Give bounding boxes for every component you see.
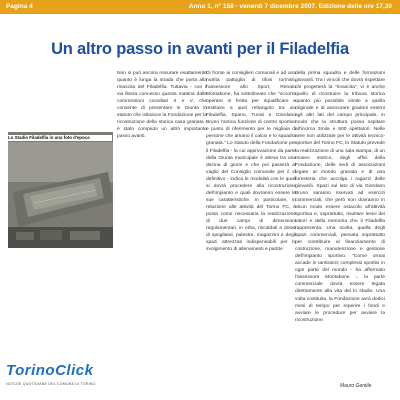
article-column-2 bbox=[206, 70, 296, 253]
column-1-text: Non si può ancora misurare esattamente quanto è lunga la strada che porta alla rinascita del Filadelfia. Tuttavia - con il via libera concesso questa mattina dalle commissioni consiliari II e V, che consente di presentare in Giunta lo statuto che istituisce la Fondazione per la ricostruzione della storica casa granata - è stato compiuto un altro importante passo avanti. bbox=[117, 71, 207, 140]
article-column-1 bbox=[117, 70, 207, 140]
article-title: Un altro passo in avanti per il Filadelfia bbox=[51, 40, 349, 58]
header-bar bbox=[0, 0, 400, 14]
issue-info: Anno 1, n° 158 - venerdì 7 dicembre 2007. Edizione delle ore 17,30 bbox=[188, 3, 392, 10]
column-2-text: Di fronte ai consiglieri comunali e ad una nutrita pattuglia di tifosi torinisti, l'assessore allo Sport, Renato Montabone, ha sottolineato che "occorre operare in fretta per riqualificare e restituire a quel rettangolo tra via Filadelfia, Spano, Tunisi e Giordano Bruno l'antica funzione di centro sportivo e punto di riferimento per le migliaia di persone che amano il calcio e lo squadra granata." Lo statuto della Fondazione per il Filadelfia - la cui approvazione da parte della Giunta municipale è attesa tra una decina di giorni e che poi passerà al vaglio del Consiglio comunale per il sì definitivo - indica le modalità con le quali si dovrà procedere alla ricostruzione dell'impianto e quali dovranno essere le sue caratteristiche. In particolare, in relazione alle attività del Torino FC, è posta come necessaria la realizzazione di due campi di dimensioni regolamentari, in erba, riscaldati e dotati di spogliatoi, palestre, magazzini e degli spazi attrezzati indispensabili per lo svolgimento di allenamenti e partite bbox=[206, 71, 296, 253]
logo-name: TorinoClick bbox=[6, 362, 94, 379]
stadium-photo bbox=[8, 132, 113, 248]
page-label: Pagina 4 bbox=[6, 3, 33, 10]
photo-caption: Lo Stadio Filadelfia in una foto d'epoca bbox=[8, 135, 112, 141]
column-3-text: della prima squadra e delle formazioni giovanili. Tra i vincoli che dovrà rispettare chi progetterà la "rinascita", vi è anche quello di ricostruire la tribuna storica quanto più possibile simile a quella originale e di assicurare gradoni esterni agli altri lati del campo principale, in modo che la struttura possa ospitare all'incirca 3mila e 500 spettatori. Nelle aree non utilizzate per le attività tecnico-sportive del Torino FC, lo Statuto prevede la realizzazione di una sala stampa, di un museo storico, degli uffici della Fondazione, delle sedi di associazioni legate al mondo granata e di una foresteria che accolga i ragazzi delle giovanili. Spazi sul lato di via Giordano Bruno saranno riservati ad esercizi commerciali, che però non dovranno in alcun modo essere ostacolo all'attività sportiva e, soprattutto, risultare lesivi dei valori e della memoria che il Filadelfia rappresenta. Una scelta, quella degli spazi commerciali, pensata soprattutto per contribuire al finanziamento di costruzione, manutenzione e gestione dell'impianto sportivo. "Come ormai accade in tantissimi complessi sportivi in ogni parte del mondo - ha affermato l'assessore Montabone -, la parte commerciale dovrà essere legata direttamente alla vita del lo stadio. Una volta costituita, la Fondazione avrà dodici mesi di tempo per reperire i fondi e avviare le procedure per avviare la ricostruzione. bbox=[295, 71, 385, 323]
logo-tagline: NOTIZIE QUOTIDIANE DEL COMUNE DI TORINO bbox=[6, 382, 96, 386]
stadium-aerial-image bbox=[8, 132, 113, 248]
torinoclick-logo bbox=[6, 362, 110, 396]
article-column-3 bbox=[295, 70, 385, 324]
author-signature: Mauro Gentile bbox=[340, 383, 372, 389]
